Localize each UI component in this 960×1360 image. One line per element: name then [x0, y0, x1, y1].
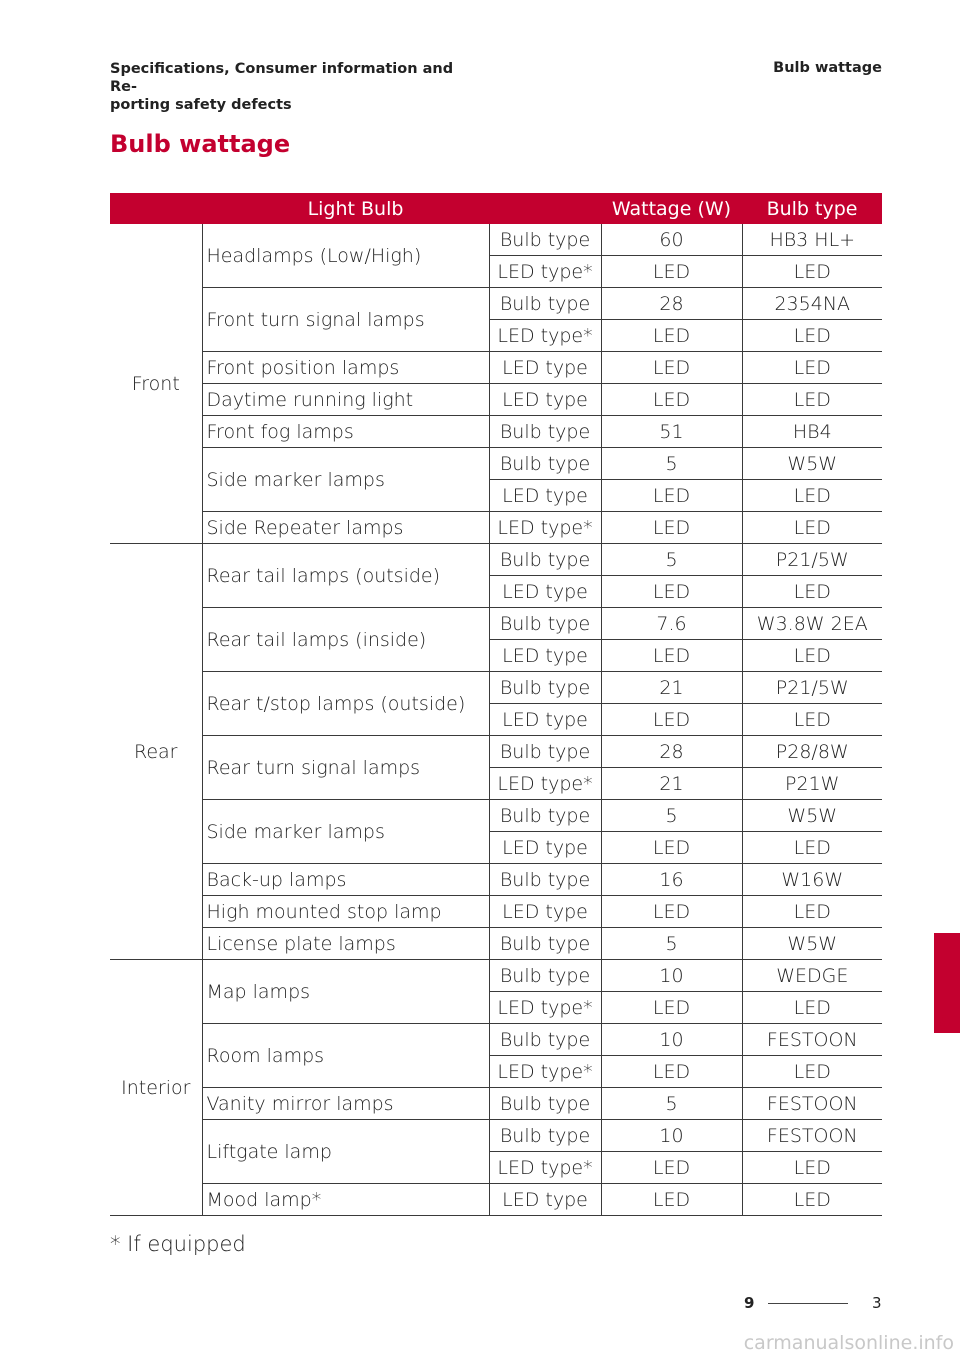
bulb-type-cell: WEDGE — [742, 960, 882, 992]
group-cell: Rear — [110, 544, 202, 960]
table-row — [110, 608, 882, 640]
light-name-cell: Mood lamp* — [202, 1184, 489, 1216]
bulb-type-cell: 2354NA — [742, 288, 882, 320]
type-cell: Bulb type — [489, 608, 601, 640]
type-cell: LED type — [489, 640, 601, 672]
chapter-tab-number: 9 — [938, 1012, 951, 1033]
bulb-type-cell: P28/8W — [742, 736, 882, 768]
running-header-title: Bulb wattage — [773, 60, 882, 76]
bulb-type-cell: FESTOON — [742, 1120, 882, 1152]
wattage-cell: LED — [601, 704, 742, 736]
bulb-type-cell: LED — [742, 512, 882, 544]
bulb-type-cell: LED — [742, 1056, 882, 1088]
bulb-type-cell: LED — [742, 992, 882, 1024]
bulb-type-cell: LED — [742, 896, 882, 928]
bulb-type-cell: LED — [742, 352, 882, 384]
type-cell: LED type — [489, 832, 601, 864]
bulb-type-cell: LED — [742, 1152, 882, 1184]
wattage-cell: 5 — [601, 1088, 742, 1120]
table-row — [110, 544, 882, 576]
light-name-cell: Room lamps — [202, 1024, 489, 1088]
table-row — [110, 672, 882, 704]
bulb-type-cell: W5W — [742, 448, 882, 480]
type-cell: Bulb type — [489, 672, 601, 704]
group-cell: Front — [110, 224, 202, 544]
bulb-type-cell: LED — [742, 320, 882, 352]
table-row — [110, 384, 882, 416]
type-cell: LED type — [489, 480, 601, 512]
bulb-type-cell: HB4 — [742, 416, 882, 448]
wattage-cell: LED — [601, 576, 742, 608]
wattage-cell: LED — [601, 320, 742, 352]
wattage-cell: 5 — [601, 800, 742, 832]
type-cell: Bulb type — [489, 544, 601, 576]
table-row — [110, 960, 882, 992]
table-row — [110, 864, 882, 896]
header-light-bulb: Light Bulb — [110, 193, 601, 224]
footer-page-number: 3 — [872, 1294, 882, 1312]
table-row — [110, 512, 882, 544]
group-cell: Interior — [110, 960, 202, 1216]
type-cell: Bulb type — [489, 448, 601, 480]
footnote: * If equipped — [110, 1232, 246, 1256]
wattage-cell: 5 — [601, 544, 742, 576]
wattage-cell: 5 — [601, 448, 742, 480]
light-name-cell: License plate lamps — [202, 928, 489, 960]
type-cell: LED type — [489, 384, 601, 416]
type-cell: Bulb type — [489, 864, 601, 896]
wattage-cell: LED — [601, 640, 742, 672]
wattage-cell: LED — [601, 256, 742, 288]
bulb-type-cell: LED — [742, 704, 882, 736]
wattage-cell: 16 — [601, 864, 742, 896]
table-row — [110, 1088, 882, 1120]
bulb-type-cell: P21/5W — [742, 672, 882, 704]
light-name-cell: Side marker lamps — [202, 448, 489, 512]
wattage-cell: 21 — [601, 672, 742, 704]
wattage-cell: 10 — [601, 1024, 742, 1056]
watermark: carmanualsonline.info — [743, 1332, 954, 1354]
running-header-line-1: Specifications, Consumer information and Re- — [110, 61, 454, 95]
wattage-cell: LED — [601, 480, 742, 512]
wattage-cell: LED — [601, 832, 742, 864]
type-cell: LED type* — [489, 1056, 601, 1088]
wattage-cell: LED — [601, 896, 742, 928]
light-name-cell: Rear tail lamps (inside) — [202, 608, 489, 672]
wattage-cell: 28 — [601, 288, 742, 320]
type-cell: LED type* — [489, 320, 601, 352]
type-cell: Bulb type — [489, 928, 601, 960]
running-header-line-2: porting safety defects — [110, 97, 292, 113]
bulb-type-cell: LED — [742, 256, 882, 288]
bulb-type-cell: LED — [742, 640, 882, 672]
table-row — [110, 800, 882, 832]
wattage-cell: 60 — [601, 224, 742, 256]
table-row — [110, 896, 882, 928]
wattage-cell: LED — [601, 512, 742, 544]
type-cell: Bulb type — [489, 224, 601, 256]
light-name-cell: Side Repeater lamps — [202, 512, 489, 544]
bulb-type-cell: LED — [742, 384, 882, 416]
light-name-cell: Liftgate lamp — [202, 1120, 489, 1184]
bulb-type-cell: HB3 HL+ — [742, 224, 882, 256]
wattage-cell: LED — [601, 1056, 742, 1088]
type-cell: Bulb type — [489, 1088, 601, 1120]
bulb-type-cell: LED — [742, 480, 882, 512]
light-name-cell: Rear tail lamps (outside) — [202, 544, 489, 608]
table-row — [110, 928, 882, 960]
table-row — [110, 1120, 882, 1152]
light-name-cell: Map lamps — [202, 960, 489, 1024]
table-row — [110, 448, 882, 480]
bulb-type-cell: W3.8W 2EA — [742, 608, 882, 640]
type-cell: LED type* — [489, 1152, 601, 1184]
wattage-cell: 51 — [601, 416, 742, 448]
wattage-cell: 5 — [601, 928, 742, 960]
wattage-cell: LED — [601, 992, 742, 1024]
type-cell: Bulb type — [489, 288, 601, 320]
type-cell: Bulb type — [489, 1024, 601, 1056]
light-name-cell: Side marker lamps — [202, 800, 489, 864]
wattage-cell: 10 — [601, 960, 742, 992]
footer-chapter-number: 9 — [744, 1294, 755, 1312]
bulb-type-cell: P21W — [742, 768, 882, 800]
bulb-type-cell: W5W — [742, 928, 882, 960]
table-row — [110, 224, 882, 256]
wattage-cell: LED — [601, 352, 742, 384]
bulb-type-cell: W5W — [742, 800, 882, 832]
wattage-cell: LED — [601, 1184, 742, 1216]
type-cell: Bulb type — [489, 960, 601, 992]
page-title: Bulb wattage — [110, 130, 291, 158]
type-cell: LED type — [489, 352, 601, 384]
type-cell: LED type* — [489, 256, 601, 288]
type-cell: Bulb type — [489, 1120, 601, 1152]
wattage-cell: LED — [601, 384, 742, 416]
running-header-section — [110, 60, 470, 114]
light-name-cell: Front position lamps — [202, 352, 489, 384]
wattage-cell: 21 — [601, 768, 742, 800]
bulb-type-cell: FESTOON — [742, 1024, 882, 1056]
light-name-cell: Front turn signal lamps — [202, 288, 489, 352]
wattage-cell: 28 — [601, 736, 742, 768]
light-name-cell: High mounted stop lamp — [202, 896, 489, 928]
type-cell: LED type* — [489, 512, 601, 544]
type-cell: LED type — [489, 1184, 601, 1216]
light-name-cell: Rear turn signal lamps — [202, 736, 489, 800]
table-row — [110, 1184, 882, 1216]
type-cell: LED type — [489, 896, 601, 928]
table-row — [110, 416, 882, 448]
wattage-cell: LED — [601, 1152, 742, 1184]
table-row — [110, 288, 882, 320]
bulb-type-cell: FESTOON — [742, 1088, 882, 1120]
wattage-cell: 7.6 — [601, 608, 742, 640]
type-cell: LED type* — [489, 992, 601, 1024]
table-body — [110, 224, 882, 1216]
light-name-cell: Back-up lamps — [202, 864, 489, 896]
type-cell: Bulb type — [489, 416, 601, 448]
table-row — [110, 352, 882, 384]
light-name-cell: Headlamps (Low/High) — [202, 224, 489, 288]
bulb-wattage-table — [110, 193, 882, 1216]
bulb-type-cell: P21/5W — [742, 544, 882, 576]
type-cell: Bulb type — [489, 736, 601, 768]
footer-divider — [768, 1303, 848, 1304]
header-wattage: Wattage (W) — [601, 193, 742, 224]
bulb-type-cell: LED — [742, 832, 882, 864]
bulb-type-cell: LED — [742, 576, 882, 608]
light-name-cell: Front fog lamps — [202, 416, 489, 448]
type-cell: LED type* — [489, 768, 601, 800]
table-header-row — [110, 193, 882, 224]
wattage-cell: 10 — [601, 1120, 742, 1152]
light-name-cell: Daytime running light — [202, 384, 489, 416]
light-name-cell: Rear t/stop lamps (outside) — [202, 672, 489, 736]
table-row — [110, 736, 882, 768]
type-cell: LED type — [489, 704, 601, 736]
bulb-type-cell: W16W — [742, 864, 882, 896]
light-name-cell: Vanity mirror lamps — [202, 1088, 489, 1120]
type-cell: LED type — [489, 576, 601, 608]
type-cell: Bulb type — [489, 800, 601, 832]
table-row — [110, 1024, 882, 1056]
header-bulb-type: Bulb type — [742, 193, 882, 224]
bulb-type-cell: LED — [742, 1184, 882, 1216]
